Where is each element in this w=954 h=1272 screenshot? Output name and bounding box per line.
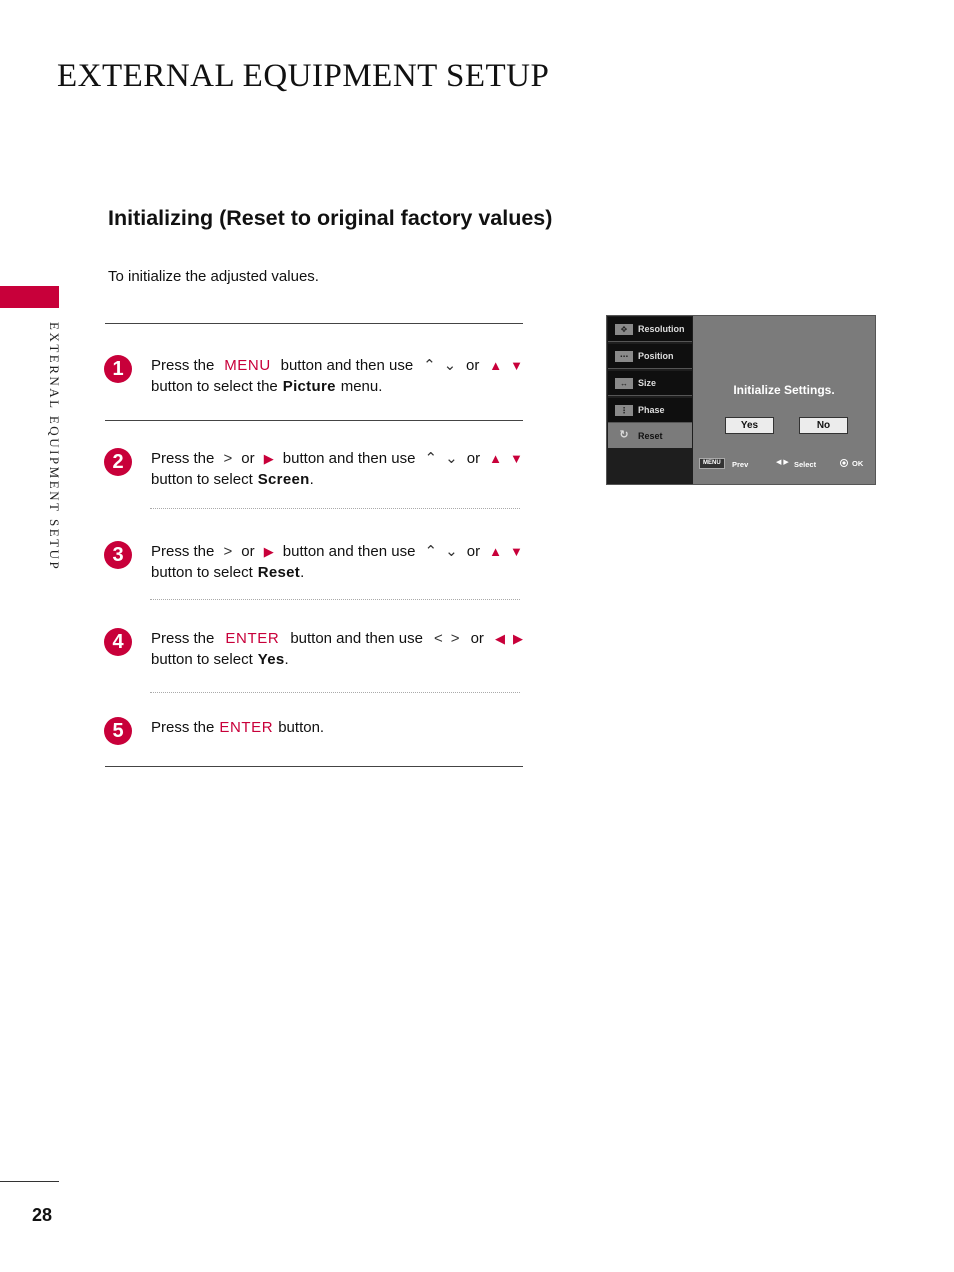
triangle-down-icon: ▼	[510, 358, 523, 373]
chevron-up-icon: ⌃	[423, 357, 436, 374]
page-title: EXTERNAL EQUIPMENT SETUP	[57, 58, 550, 94]
osd-item-size: ↔ Size	[608, 371, 692, 396]
osd-ok-label: OK	[852, 459, 864, 468]
position-icon: ⋯	[615, 351, 633, 362]
triangle-right-icon: ▶	[263, 544, 274, 559]
triangle-up-icon: ▲	[489, 544, 503, 559]
chevron-up-icon: ⌃	[424, 450, 438, 467]
dotted-divider-4	[150, 692, 520, 693]
dotted-divider-2	[150, 508, 520, 509]
step-number-1: 1	[104, 355, 132, 383]
triangle-up-icon: ▲	[489, 451, 503, 466]
chevron-up-icon: ⌃	[424, 543, 438, 560]
side-tab-marker	[0, 286, 59, 308]
enter-key: ENTER	[225, 630, 280, 647]
osd-screen	[606, 315, 876, 485]
picture-menu-name: Picture	[282, 378, 336, 395]
step-5-text: Press the ENTER button.	[151, 719, 325, 736]
osd-item-resolution: ✥ Resolution	[608, 317, 692, 342]
chevron-down-icon: ⌄	[445, 450, 458, 467]
step-2-text: Press the > or ▶ button and then use ⌃ ⌄ or ▲ ▼ button to select Screen.	[151, 450, 523, 488]
intro-text: To initialize the adjusted values.	[108, 268, 319, 285]
chevron-right-icon: >	[223, 543, 233, 560]
osd-menu-key: MENU	[699, 458, 725, 469]
section-title: Initializing (Reset to original factory values)	[108, 206, 553, 230]
chevron-right-icon: >	[223, 450, 233, 467]
menu-key: MENU	[224, 357, 271, 374]
step-number-4: 4	[104, 628, 132, 656]
osd-message: Initialize Settings.	[733, 383, 835, 397]
osd-menu	[607, 316, 693, 484]
page-number: 28	[32, 1205, 53, 1225]
osd-item-reset: ↻ Reset	[608, 423, 692, 448]
triangle-right-icon: ▶	[263, 451, 274, 466]
chevron-down-icon: ⌄	[443, 357, 457, 374]
left-right-arrows-icon: ◀ ▶	[776, 459, 789, 466]
step-4-text: Press the ENTER button and then use < > or ◀ ▶ button to select Yes.	[151, 630, 523, 668]
osd-item-phase: ⋮ Phase	[608, 398, 692, 423]
resolution-icon: ✥	[615, 324, 633, 335]
step-number-5: 5	[104, 717, 132, 745]
side-section-label: EXTERNAL EQUIPMENT SETUP	[47, 322, 62, 572]
ok-button-icon	[840, 459, 848, 467]
divider-top	[105, 323, 523, 324]
triangle-up-icon: ▲	[489, 358, 503, 373]
dotted-divider-3	[150, 599, 520, 600]
chevron-down-icon: ⌄	[445, 543, 458, 560]
yes-item-name: Yes	[257, 651, 285, 668]
osd-prev-label: Prev	[732, 460, 749, 469]
step-3-text: Press the > or ▶ button and then use ⌃ ⌄ or ▲ ▼ button to select Reset.	[151, 543, 523, 581]
osd-select-label: Select	[794, 460, 817, 469]
footer-rule	[0, 1181, 59, 1182]
osd-yes-button[interactable]: Yes	[725, 417, 774, 434]
reset-item-name: Reset	[257, 564, 301, 581]
osd-item-position: ⋯ Position	[608, 344, 692, 369]
triangle-down-icon: ▼	[510, 451, 523, 466]
screen-item-name: Screen	[257, 471, 310, 488]
step-number-2: 2	[104, 448, 132, 476]
reset-icon: ↻	[619, 429, 629, 441]
osd-no-button[interactable]: No	[799, 417, 848, 434]
osd-footer	[693, 456, 875, 472]
divider-bottom	[105, 766, 523, 767]
phase-icon: ⋮	[615, 405, 633, 416]
chevron-right-icon: >	[450, 630, 460, 647]
osd-panel	[693, 316, 875, 484]
chevron-left-icon: <	[433, 630, 443, 647]
step-number-3: 3	[104, 541, 132, 569]
triangle-left-icon: ◀	[494, 631, 505, 646]
triangle-right-icon: ▶	[512, 631, 523, 646]
enter-key: ENTER	[219, 719, 274, 736]
triangle-down-icon: ▼	[510, 544, 523, 559]
step-1-text: Press the MENU button and then use ⌃ ⌄ or ▲ ▼ button to select the Picture menu.	[151, 357, 523, 395]
divider-1	[105, 420, 523, 421]
size-icon: ↔	[615, 378, 633, 389]
